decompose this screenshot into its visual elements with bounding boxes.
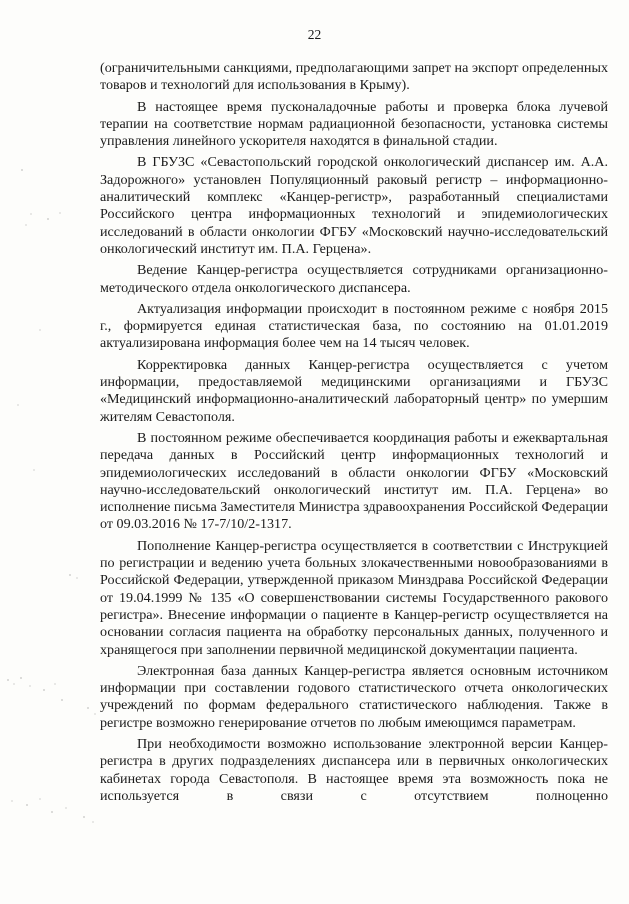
paragraph-4: Ведение Канцер-регистра осуществляется сотрудниками организационно-методического отдела онкологического диспансера.: [100, 262, 608, 296]
paragraph-5: Актуализация информации происходит в постоянном режиме с ноября 2015 г., формируется единая статистическая база, по состоянию на 01.01.2019 актуализирована информация более чем на 14 тысяч человек.: [100, 300, 608, 352]
paragraph-10: При необходимости возможно использование электронной версии Канцер-регистра в других подразделениях диспансера или в первичных онкологических кабинетах города Севастополя. В настоящее время эта возможность пока не используется в связи с отсутствием полноценно: [100, 735, 608, 804]
paragraph-2: В настоящее время пусконаладочные работы и проверка блока лучевой терапии на соответствие нормам радиационной безопасности, установка системы управления линейного ускорителя находятся в финальной стадии.: [100, 98, 608, 150]
paragraph-8: Пополнение Канцер-регистра осуществляется в соответствии с Инструкцией по регистрации и ведению учета больных злокачественными новообразованиями в Российской Федерации, утвержденной приказом Минздрава Российской Федерации от 19.04.1999 № 135 «О совершенствовании системы Государственного ракового регистра». Внесение информации о пациенте в Канцер-регистр осуществляется на основании согласия пациента на обработку персональных данных, полученного и хранящегося при заполнении первичной медицинской документации пациента.: [100, 537, 608, 658]
paragraph-9: Электронная база данных Канцер-регистра является основным источником информации при составлении годового статистического отчета онкологических учреждений по формам федерального статистического наблюдения. Также в регистре возможно генерирование отчетов по любым имеющимся параметрам.: [100, 662, 608, 731]
paragraph-3: В ГБУЗС «Севастопольский городской онкологический диспансер им. А.А. Задорожного» установлен Популяционный раковый регистр – информационно-аналитический комплекс «Канцер-регистр», разработанный специалистами Российского центра информационных технологий и эпидемиологических исследований в области онкологии ФГБУ «Московский научно-исследовательский онкологический институт им. П.А. Герцена».: [100, 154, 608, 257]
paragraph-6: Корректировка данных Канцер-регистра осуществляется с учетом информации, предоставляемой медицинскими организациями и ГБУЗС «Медицинский информационно-аналитический лабораторный центр» по умершим жителям Севастополя.: [100, 356, 608, 425]
scan-specks: [0, 0, 100, 904]
document-body: [100, 60, 608, 804]
paragraph-1: (ограничительными санкциями, предполагающими запрет на экспорт определенных товаров и технологий для использования в Крыму).: [100, 60, 608, 94]
paragraph-7: В постоянном режиме обеспечивается координация работы и ежеквартальная передача данных в Российский центр информационных технологий и эпидемиологических исследований в области онкологии ФГБУ «Московский научно-исследовательский онкологический институт им. П.А. Герцена» во исполнение письма Заместителя Министра здравоохранения Российской Федерации от 09.03.2016 № 17-7/10/2-1317.: [100, 429, 608, 533]
page-number: 22: [307, 27, 322, 42]
